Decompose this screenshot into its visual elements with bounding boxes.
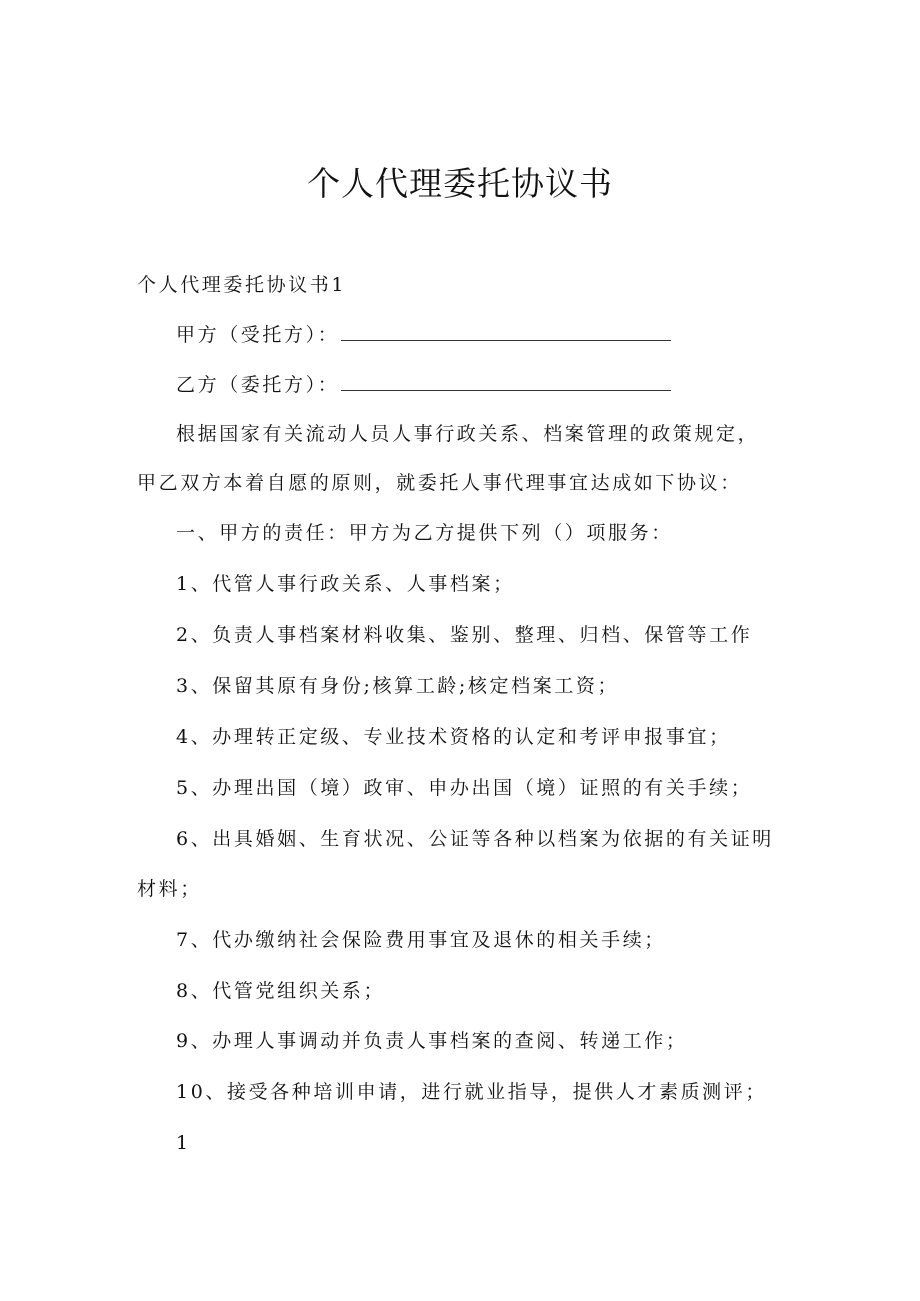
list-item: 4、办理转正定级、专业技术资格的认定和考评申报事宜； [176, 726, 731, 748]
list-item: 7、代办缴纳社会保险费用事宜及退休的相关手续； [176, 929, 666, 951]
list-item: 1、代管人事行政关系、人事档案； [176, 573, 515, 595]
party-a-row [176, 322, 671, 348]
party-a-label: 甲方（受托方）： [176, 324, 340, 346]
list-item: 9、办理人事调动并负责人事档案的查阅、转递工作； [176, 1030, 688, 1052]
party-a-blank-line [341, 322, 671, 341]
page-number: 1 [176, 1132, 191, 1154]
intro-paragraph-line-1: 根据国家有关流动人员人事行政关系、档案管理的政策规定， [176, 423, 760, 445]
intro-paragraph-line-2: 甲乙双方本着自愿的原则，就委托人事代理事宜达成如下协议： [137, 472, 742, 494]
list-item: 6、出具婚姻、生育状况、公证等各种以档案为依据的有关证明 [176, 828, 774, 850]
document-title: 个人代理委托协议书 [307, 164, 613, 203]
section-1-heading: 一、甲方的责任：甲方为乙方提供下列（）项服务： [176, 522, 673, 544]
list-item: 2、负责人事档案材料收集、鉴别、整理、归档、保管等工作 [176, 624, 753, 646]
party-b-blank-line [341, 372, 671, 391]
list-item: 8、代管党组织关系； [176, 980, 386, 1002]
party-b-label: 乙方（委托方）： [176, 374, 340, 396]
list-item: 3、保留其原有身份;核算工龄;核定档案工资； [176, 675, 620, 697]
list-item: 5、办理出国（境）政审、申办出国（境）证照的有关手续； [176, 777, 753, 799]
list-item-continuation: 材料； [137, 878, 202, 900]
party-b-row [176, 372, 671, 398]
list-item: 10、接受各种培训申请，进行就业指导，提供人才素质测评； [176, 1081, 767, 1103]
document-subtitle: 个人代理委托协议书1 [137, 274, 347, 296]
